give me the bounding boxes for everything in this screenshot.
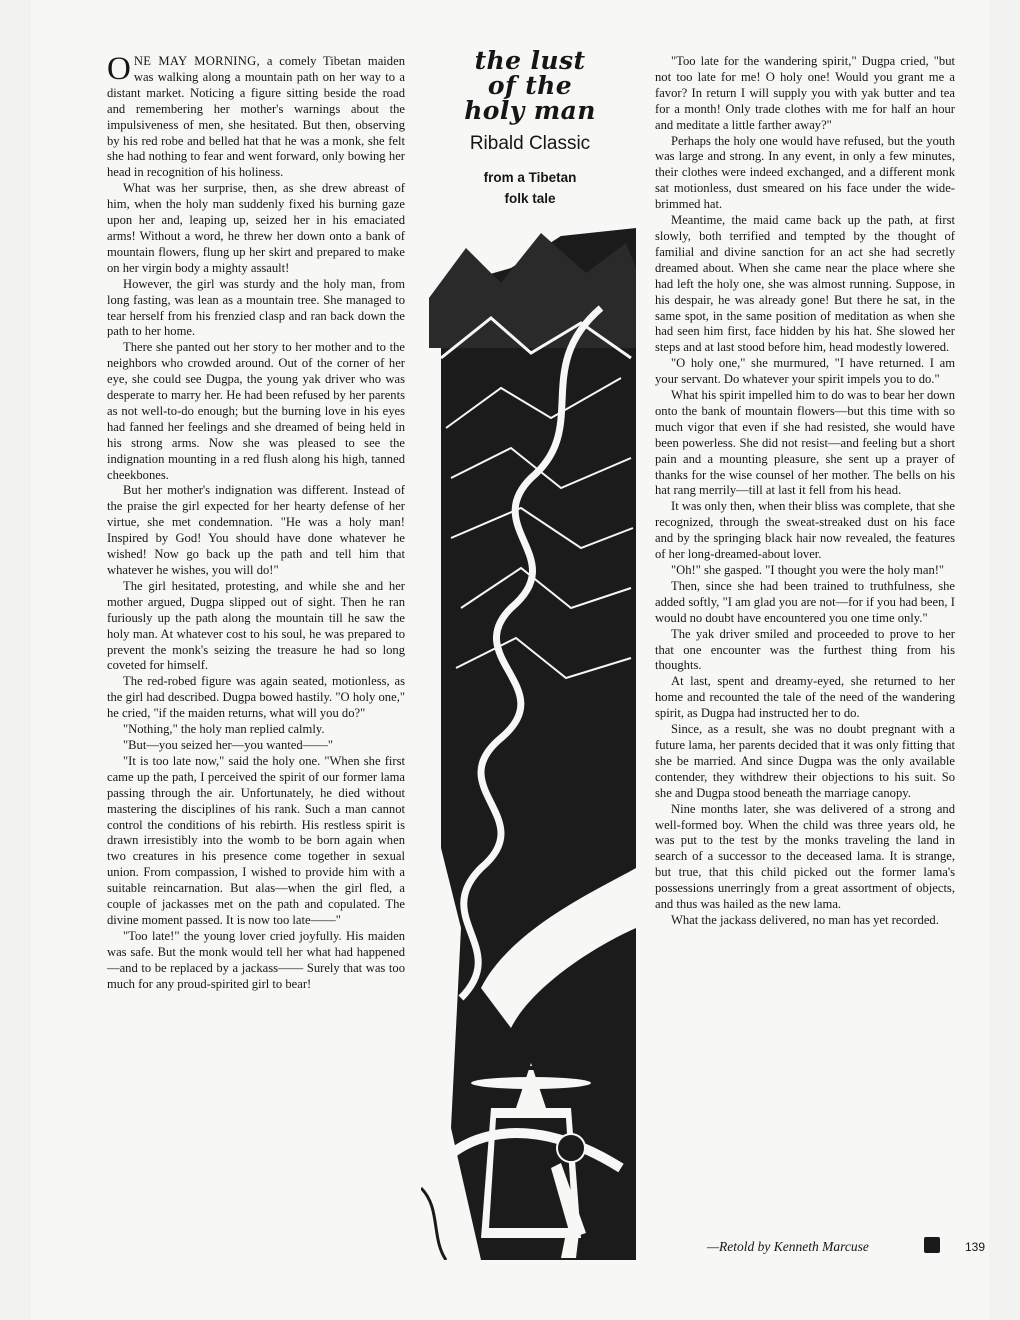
series-label: Ribald Classic xyxy=(469,133,591,154)
body-paragraph: The girl hesitated, protesting, and while she and her mother argued, Dugpa slipped out of sight. Then he ran furiously up the path along the mountain till he saw the holy man. At whatever cost to his soul, he was prepared to prevent the monk's seizing the treasure he had so long coveted for himself. xyxy=(107,578,405,673)
body-paragraph: Since, as a result, she was no doubt pregnant with a future lama, her parents decided that it was only fitting that she be married. And since Dugpa was the only available contender, they withdrew their objections to his suit. So she and Dugpa stood beneath the marriage canopy. xyxy=(655,722,955,800)
body-paragraph: "Oh!" she gasped. "I thought you were the holy man!" xyxy=(671,563,945,577)
body-paragraph: "O holy one," she murmured, "I have returned. I am your servant. Do whatever your spirit impels you to do." xyxy=(655,356,955,387)
body-paragraph: The yak driver smiled and proceeded to prove to her that one encounter was the furthest thing from his thoughts. xyxy=(655,626,955,673)
body-paragraph: What was her surprise, then, as she drew abreast of him, when the holy man suddenly fixed his burning gaze upon her and, leaping up, seized her in his emaciated arms! Without a word, he threw her down onto a bank of mountain flowers, flung up her skirt and prepared to make on her virgin body a mighty assault! xyxy=(107,181,405,275)
body-paragraph: Then, since she had been trained to truthfulness, she added softly, "I am glad you are not—for if you had been, I would no doubt have encountered you one time only." xyxy=(655,578,955,625)
page-number: 139 xyxy=(965,1240,986,1254)
body-paragraph: "Nothing," the holy man replied calmly. xyxy=(123,722,325,737)
body-paragraph: Meantime, the maid came back up the path, at first slowly, both terrified and tempted by the thought of familial and divine sanction for an act she had secretly dreamed about. When she came near the place where she had left the holy one, she was almost running. Suppose, in his despair, he was already gone! But there he sat, in the same spot, in the same position of meditation as when she had seen him first, face hidden by his hat. She slowed her steps and at last stood before him, head modestly lowered. xyxy=(655,213,955,355)
drop-cap: O xyxy=(107,51,131,87)
magazine-page xyxy=(31,0,989,1320)
title-block xyxy=(419,48,641,209)
body-paragraph: Nine months later, she was delivered of a strong and well-formed boy. When the child was three years old, he was put to the test by the monks traveling the land in search of a successor to the deceased lama. It is strange, but true, that this child picked out the former lama's possessions unerringly from a great assortment of objects, and thus was hailed as the new lama. xyxy=(655,801,955,912)
author-credit: —Retold by Kenneth Marcuse xyxy=(707,1239,869,1254)
rabbit-logo-icon xyxy=(924,1237,940,1253)
article-title xyxy=(419,48,641,123)
opening-paragraph xyxy=(107,51,405,181)
left-column xyxy=(107,51,405,992)
body-paragraph: What his spirit impelled him to do was to bear her down onto the bank of mountain flowers—but this time with so much vigor that even if she had resisted, she would have been powerless. She did not resist—and feeling but a short pain and a mounting pleasure, she sent up a prayer of thanks for the wise counsel of her mother. The bells on his hat rang merrily—till at last it fell from his head. xyxy=(655,388,955,498)
source-line-1: from a Tibetan xyxy=(483,170,577,185)
body-paragraph: "But—you seized her—you wanted——" xyxy=(123,737,333,752)
title-line: the lust xyxy=(474,46,586,75)
source-line xyxy=(419,167,641,209)
body-paragraph: What the jackass delivered, no man has yet recorded. xyxy=(671,912,939,927)
paragraph-text: a comely Tibetan maiden was walking along a mountain path on her way to a distant market. Noticing a figure sitting beside the road and remembering her mother's warnings about the impulsiveness of men, she hesitated. But then, observing by his red robe and belled hat that he was a monk, she felt she had nothing to fear and went forward, only bowing her head in recognition of his holiness. xyxy=(107,54,405,180)
opening-smallcaps: NE MAY MORNING, xyxy=(133,54,260,68)
body-paragraph: The red-robed figure was again seated, motionless, as the girl had described. Dugpa bowed hastily. "O holy one," he cried, "if the maiden returns, what will you do?" xyxy=(107,674,405,721)
title-line: of the xyxy=(487,71,573,100)
woodcut-illustration xyxy=(421,228,641,1260)
body-paragraph: "Too late for the wandering spirit," Dugpa cried, "but not too late for me! O holy one! Would you grant me a favor? In return I will supply you with yak butter and tea for a month! Only trade clothes with me for half an hour and meditate a little farther away?" xyxy=(655,54,955,132)
body-paragraph: However, the girl was sturdy and the holy man, from long fasting, was lean as a mountain tree. She managed to tear herself from his frenzied clasp and ran back down the path to her home. xyxy=(107,276,405,339)
source-line-2: folk tale xyxy=(504,191,556,206)
title-line: holy man xyxy=(464,96,596,125)
body-paragraph: Perhaps the holy one would have refused, but the youth was large and strong. In any event, in only a few minutes, their clothes were indeed exchanged, and a different monk sat motionless, dust smeared on his face under the wide-brimmed hat. xyxy=(655,133,955,212)
body-paragraph: At last, spent and dreamy-eyed, she returned to her home and recounted the tale of the need of the wandering spirit, as Dugpa had instructed her to do. xyxy=(655,674,955,721)
body-paragraph: "It is too late now," said the holy one. "When she first came up the path, I perceived the spirit of our former lama passing through the air. Unfortunately, he died without mastering the disciplines of his rank. Such a man cannot control the conditions of his rebirth. His restless spirit is drawn irresistibly into the womb to be born again when two creatures in his presence come together in sexual union. From compassion, I wished to provide him with a suitable reincarnation. But alas—when the girl fled, a couple of jackasses met on the path and copulated. The divine moment passed. It is now too late——" xyxy=(107,753,405,927)
body-paragraph: "Too late!" the young lover cried joyfully. His maiden was safe. But the monk would tell her what had happened—and to be replaced by a jackass—— Surely that was too much for any proud-spirited girl to bear! xyxy=(107,928,405,991)
right-column xyxy=(655,54,955,929)
body-paragraph: But her mother's indignation was different. Instead of the praise the girl expected for her hearty defense of her virtue, she met condemnation. "He was a holy man! Inspired by God! You should have done whatever he wished! Now go back up the path and tell him that whatever he wishes, you will do!" xyxy=(107,483,405,577)
body-paragraph: There she panted out her story to her mother and to the neighbors who crowded around. Out of the corner of her eye, she could see Dugpa, the young yak driver who was desperate to marry her. He had been refused by her parents as not well-to-do enough; but the burning love in his eyes had fanned her feelings and she dreamed of being held in his strong arms. Now she was pleased to see the indignation mounting in a red flush along his high, tanned cheekbones. xyxy=(107,340,405,482)
body-paragraph: It was only then, when their bliss was complete, that she recognized, through the sweat-streaked dust on his face and by the springing black hair now revealed, the features of her long-dreamed-about lover. xyxy=(655,499,955,562)
